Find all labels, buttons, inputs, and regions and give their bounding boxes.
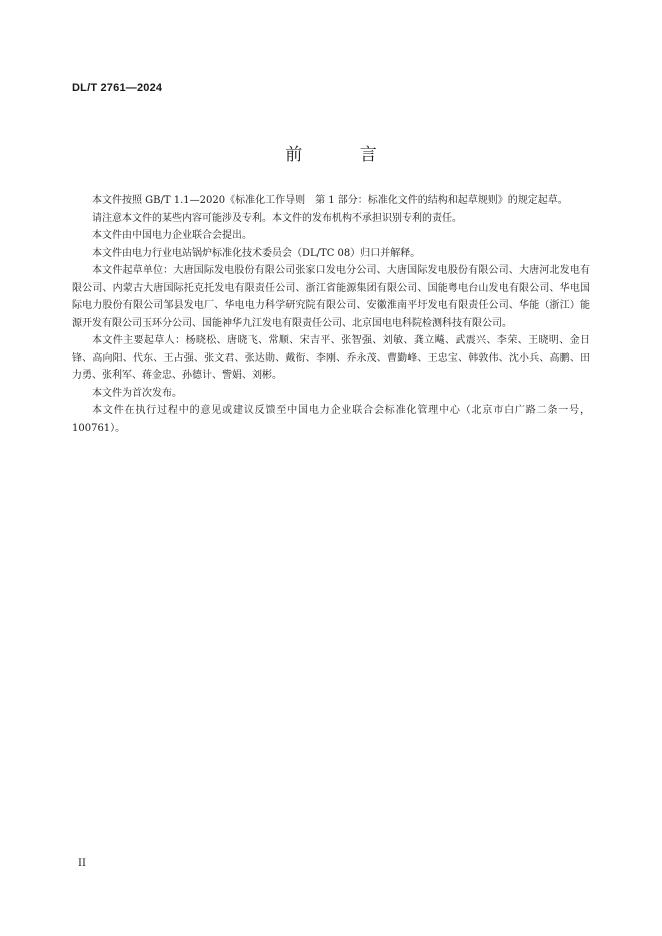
paragraph-drafting-units: 本文件起草单位：大唐国际发电股份有限公司张家口发电分公司、大唐国际发电股份有限公司、大唐河北发电有限公司、内蒙古大唐国际托克托发电有限责任公司、浙江省能源集团有限公司、国能粤电台山发电有限公司、华电国际电力股份有限公司邹县发电厂、华电电力科学研究院有限公司、安徽淮南平圩发电有限责任公司、华能（浙江）能源开发有限公司玉环分公司、国能神华九江发电有限责任公司、北京国电电科院检测科技有限公司。 xyxy=(72,265,590,329)
foreword-body xyxy=(72,192,590,437)
standard-code: DL/T 2761—2024 xyxy=(72,82,163,94)
page-number: II xyxy=(78,858,86,869)
page-title: 前 言 xyxy=(285,145,403,165)
paragraph-drafters: 本文件主要起草人：杨晓松、唐晓飞、常顺、宋吉平、张智强、刘敏、龚立飚、武震兴、李荣、王晓明、金日锋、高向阳、代东、王占强、张文君、张达勋、戴衔、李刚、乔永茂、曹勤峰、王忠宝、韩敦伟、沈小兵、高鹏、田力勇、张利军、蒋金忠、孙德计、訾娟、刘彬。 xyxy=(72,335,590,381)
paragraph-feedback: 本文件在执行过程中的意见或建议反馈至中国电力企业联合会标准化管理中心（北京市白广路二条一号，100761）。 xyxy=(72,405,590,434)
paragraph-drafting-rules: 本文件按照 GB/T 1.1—2020《标准化工作导则 第 1 部分：标准化文件的结构和起草规则》的规定起草。 xyxy=(92,195,568,206)
paragraph-committee: 本文件由电力行业电站锅炉标准化技术委员会（DL/TC 08）归口并解释。 xyxy=(92,247,421,259)
paragraph-proposer: 本文件由中国电力企业联合会提出。 xyxy=(92,230,252,241)
paragraph-patent-notice: 请注意本文件的某些内容可能涉及专利。本文件的发布机构不承担识别专利的责任。 xyxy=(92,212,462,224)
paragraph-first-release: 本文件为首次发布。 xyxy=(92,387,182,399)
